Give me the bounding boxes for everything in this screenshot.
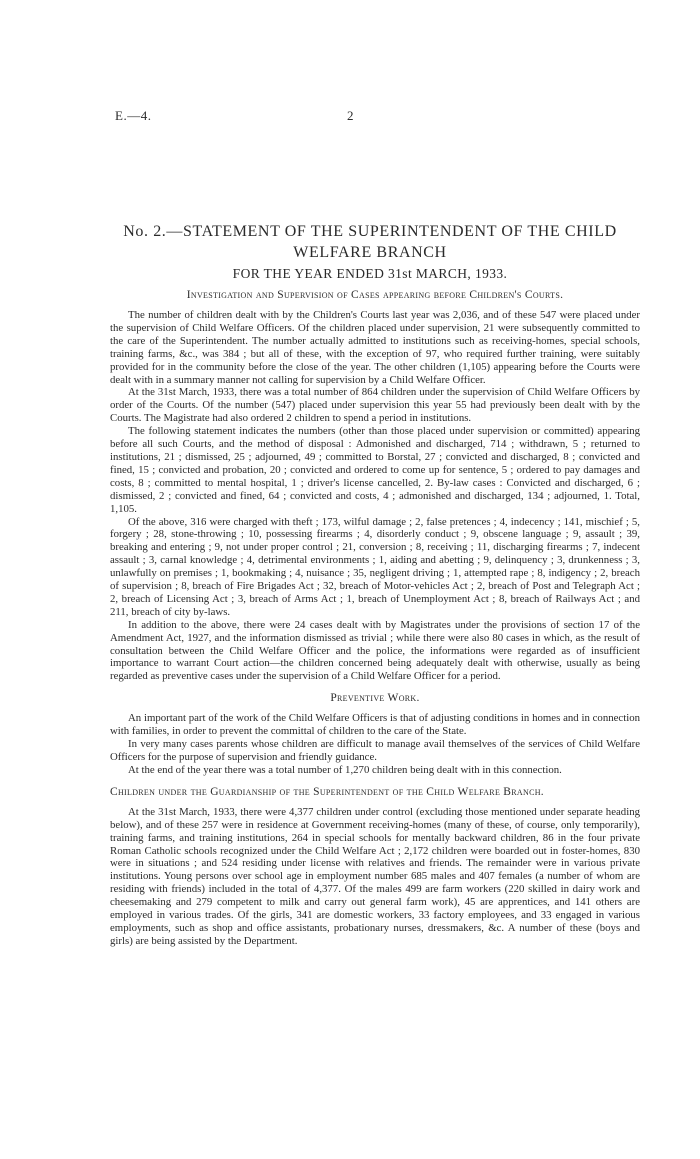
paragraph: In very many cases parents whose children are difficult to manage avail themselves of the services of Child Welfare Officers for the purpose of supervision and friendly guidance. (110, 738, 640, 763)
report-body (110, 288, 640, 948)
paragraph: The following statement indicates the numbers (other than those placed under supervision or committed) appearing before all such Courts, and the method of disposal : Admonished and discharged, 714 ; withdrawn, 5 ; returned to institutions, 21 ; dismissed, 25 ; adjourned, 49 ; committed to Borstal, 27 ; convicted and discharged, 8 ; convicted and fined, 15 ; convicted and probation, 20 ; convicted and ordered to come up for sentence, 5 ; ordered to pay damages and costs, 8 ; committed to mental hospital, 1 ; driver's license cancelled, 2. By-law cases : Convicted and discharged, 6 ; dismissed, 2 ; convicted and fined, 64 ; convicted and costs, 4 ; admonished and discharged, 134 ; adjourned, 1. Total, 1,105. (110, 425, 640, 515)
section-heading-preventive-work: Preventive Work. (330, 692, 420, 705)
paragraph: At the 31st March, 1933, there were 4,377 children under control (excluding those mentioned under separate heading below), and of these 257 were in residence at Government receiving-homes (many of these, of course, only temporarily), training farms, and training institutions, 264 in special schools for mentally backward children, 86 in the four private Roman Catholic schools recognized under the Child Welfare Act ; 2,172 children were boarded out in foster-homes, 830 were in situations ; and 524 residing under license with relatives and friends. The remainder were in various private institutions. Young persons over school age in employment number 685 males and 407 females (a number of whom are residing with friends) included in the total of 4,377. Of the males 499 are farm workers (220 skilled in dairy work and cheesemaking and 279 competent to milk and carry out general farm work), 45 are apprentices, and 141 others are employed in various trades. Of the girls, 341 are domestic workers, 33 factory employees, and 33 engaged in various employments, such as shop and office assistants, probationary nurses, dressmakers, &c. A number of these (boys and girls) are being assisted by the Department. (110, 805, 640, 947)
paragraph: The number of children dealt with by the Children's Courts last year was 2,036, and of these 547 were placed under the supervision of Child Welfare Officers. Of the children placed under supervision, 21 were subsequently committed to the care of the Superintendent. The number actually admitted to institutions such as receiving-homes, special schools, training farms, &c., was 384 ; but all of these, with the exception of 97, who required further training, were suitably provided for in the community before the close of the year. The other children (1,105) appearing before the Courts were dealt with in a summary manner not calling for supervision by a Child Welfare Officer. (110, 309, 640, 386)
paragraph: In addition to the above, there were 24 cases dealt with by Magistrates under the provisions of section 17 of the Amendment Act, 1927, and the information dismissed as trivial ; while there were also 80 cases in which, as the result of consultation between the Child Welfare Officer and the police, the informations were regarded as of insufficient importance to warrant Court action—the children concerned being adequately dealt with otherwise, usually as being regarded as preventive cases under the supervision of a Child Welfare Officer for a period. (110, 618, 640, 683)
running-reference: E.—4. (115, 108, 152, 123)
paragraph: At the 31st March, 1933, there was a total number of 864 children under the supervision of Child Welfare Officers by order of the Courts. Of the number (547) placed under supervision this year 55 had previously been dealt with by the Courts. The Magistrate had also ordered 2 children to spend a period in institutions. (110, 386, 640, 425)
report-subtitle: FOR THE YEAR ENDED 31st MARCH, 1933. (232, 266, 508, 281)
paragraph: At the end of the year there was a total number of 1,270 children being dealt with in this connection. (128, 763, 562, 776)
paragraph: An important part of the work of the Child Welfare Officers is that of adjusting conditions in homes and in connection with families, in order to prevent the committal of children to the care of the State. (110, 712, 640, 738)
page-number: 2 (347, 108, 354, 123)
paragraph: Of the above, 316 were charged with theft ; 173, wilful damage ; 2, false pretences ; 4, indecency ; 141, mischief ; 5, forgery ; 28, stone-throwing ; 10, possessing firearms ; 4, disorderly conduct ; 9, obscene language ; 9, assault ; 39, breaking and entering ; 9, not under proper control ; 21, conversion ; 8, receiving ; 11, discharging firearms ; 7, indecent assault ; 3, carnal knowledge ; 4, detrimental environments ; 1, aiding and abetting ; 9, delinquency ; 3, drunkenness ; 3, unlawfully on premises ; 1, bookmaking ; 4, nuisance ; 35, negligent driving ; 1, attempted rape ; 8, indigency ; 2, breach of supervision ; 8, breach of Fire Brigades Act ; 32, breach of Motor-vehicles Act ; 2, breach of Post and Telegraph Act ; 2, breach of Licensing Act ; 3, breach of Arms Act ; 1, breach of Unemployment Act ; 8, breach of Railways Act ; and 211, breach of city by-laws. (110, 515, 640, 618)
section-heading-investigation: Investigation and Supervision of Cases appearing before Children's Courts. (186, 289, 564, 301)
section-heading-guardianship: Children under the Guardianship of the Superintendent of the Child Welfare Branch. (110, 785, 544, 798)
report-title: No. 2.—STATEMENT OF THE SUPERINTENDENT OF THE CHILD WELFARE BRANCH (123, 223, 617, 261)
